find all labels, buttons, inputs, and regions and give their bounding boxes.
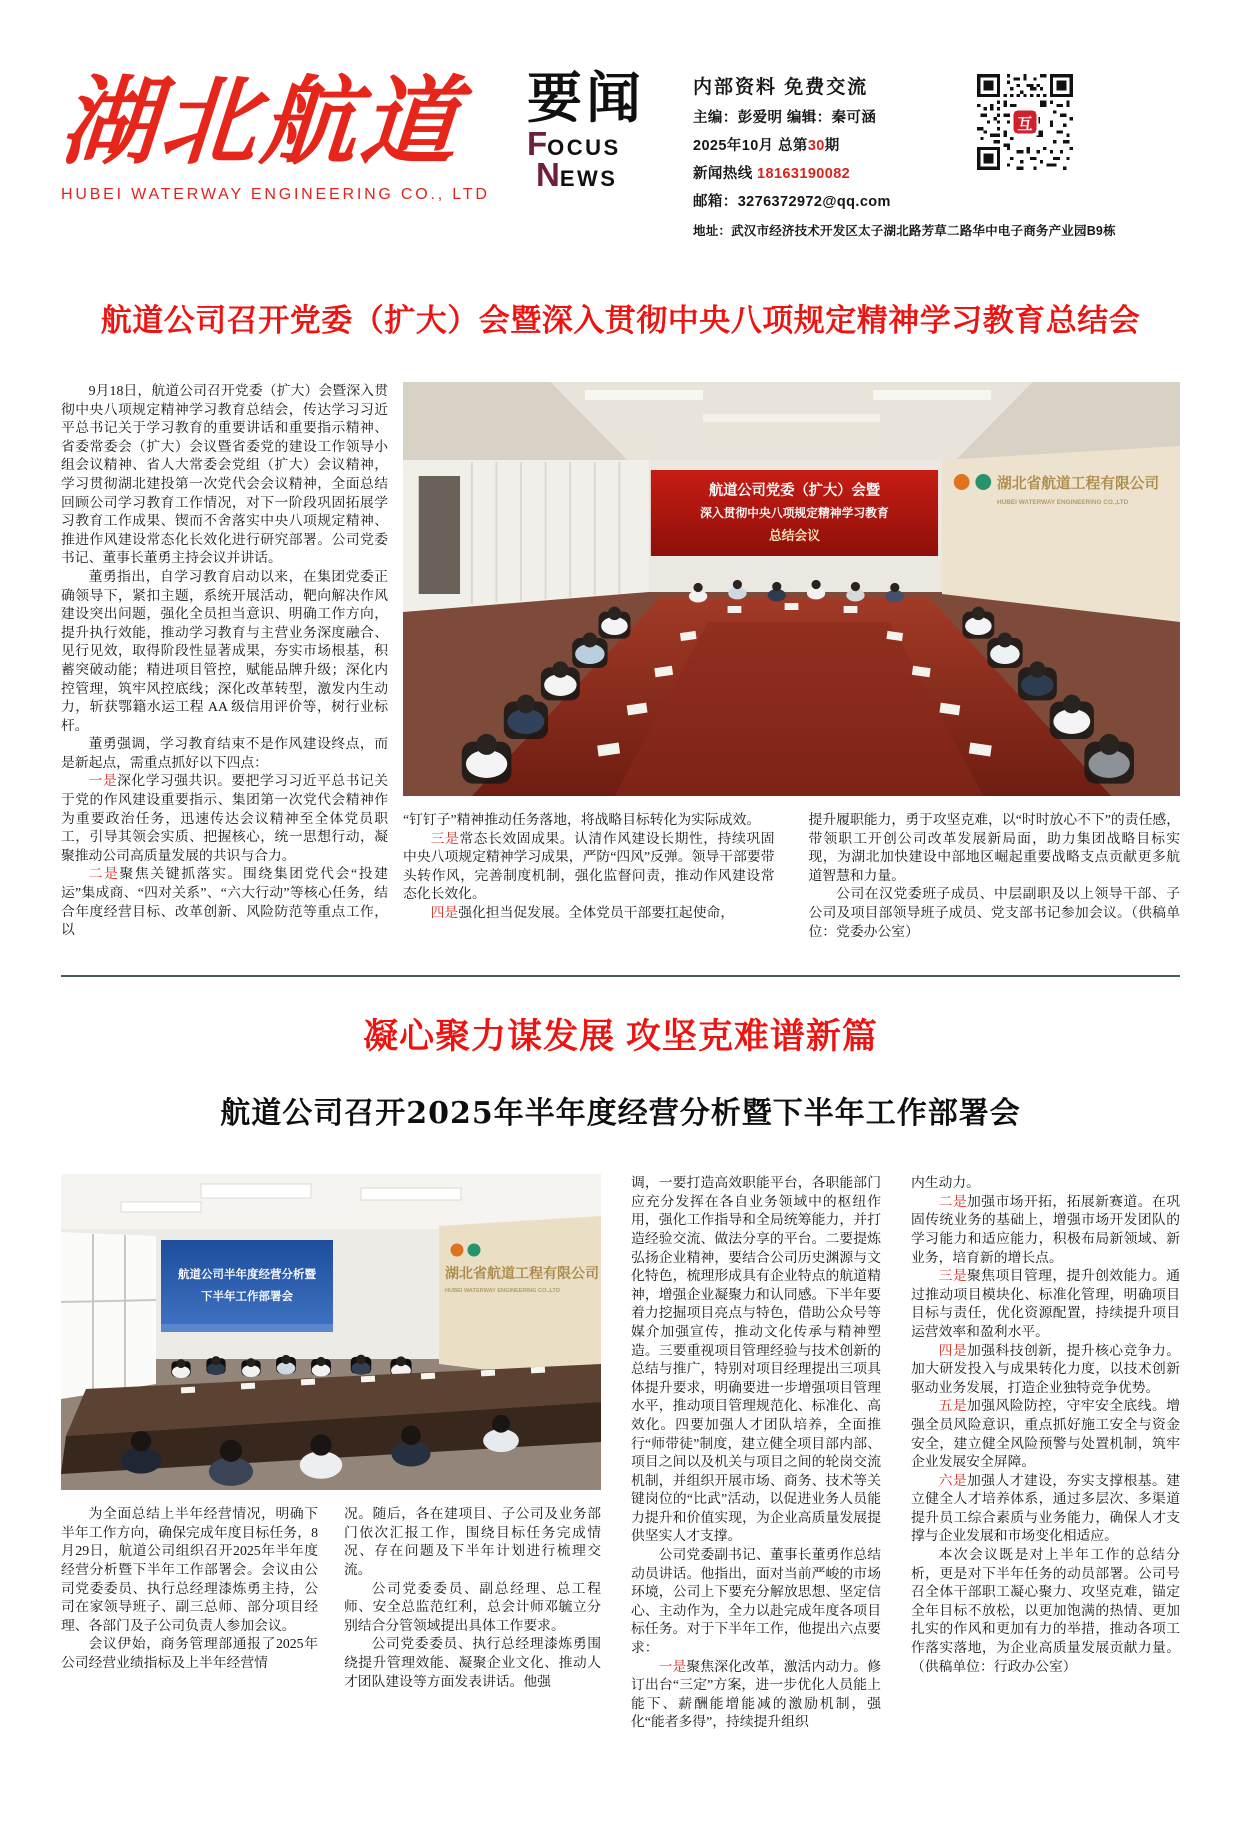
paragraph: 况。随后，各在建项目、子公司及业务部门依次汇报工作，围绕目标任务完成情况、存在问题及下半年计划进行梳理交流。 [344, 1506, 601, 1577]
lead-term: 五是 [938, 1398, 968, 1414]
wall-company-name-en: HUBEI WATERWAY ENGINEERING CO.,LTD [445, 1288, 560, 1295]
paragraph: 三是常态长效固成果。认清作风建设长期性，持续巩固中央八项规定精神学习成果，严防“四风”反弹。领导干部要带头转作风，完善制度机制，强化监督问责，推动作风建设常态化长效化。 [403, 830, 775, 902]
wall-company-name-en: HUBEI WATERWAY ENGINEERING CO.,LTD [997, 498, 1129, 507]
issue-line: 2025年10月 总第30期 [693, 138, 840, 154]
window [61, 1232, 156, 1399]
lead-term: 一是 [658, 1658, 687, 1674]
issue-info-block [693, 70, 961, 211]
lead-term: 二是 [88, 866, 120, 882]
paragraph: 内生动力。 [911, 1175, 980, 1191]
masthead-title: 要闻 [527, 65, 646, 130]
logo-green-icon [468, 1244, 481, 1257]
lead-term: 六是 [938, 1472, 968, 1488]
paragraph: 三是聚焦项目管理，提升创效能力。通过推动项目模块化、标准化管理，明确项目目标与责任，优化资源配置，持续提升项目运营效率和盈利水平。 [911, 1268, 1181, 1339]
logo-orange-icon [954, 474, 970, 490]
paragraph: 二是聚焦关键抓落实。围绕集团党代会“投建运”集成商、“四对关系”、“六大行动”等核心任务，结合年度经营目标、改革创新、风险防范等重点工作，以 [61, 866, 389, 938]
lead-term: 三是 [938, 1268, 968, 1284]
section-divider [61, 975, 1180, 977]
article2-subheadline: 航道公司召开2025年半年度经营分析暨下半年工作部署会 [220, 1096, 1021, 1132]
qr-code [977, 74, 1073, 211]
article2-column-a [61, 1505, 318, 1691]
news-rest: EWS [559, 166, 618, 192]
masthead-title-block [527, 65, 677, 194]
lead-term: 二是 [938, 1193, 968, 1209]
masthead-header [57, 65, 1180, 239]
logo-block [57, 65, 523, 204]
focus-initial: F [527, 125, 548, 163]
lead-term: 三是 [430, 830, 460, 846]
lead-term: 四是 [430, 904, 459, 920]
article1-right-column [809, 811, 1181, 941]
paragraph: 公司党委委员、副总经理、总工程师、安全总监范红利，总会计师邓毓立分别结合分管领域提出具体工作要求。 [344, 1580, 601, 1633]
paragraph: 本次会议既是对上半年工作的总结分析，更是对下半年任务的动员部署。公司号召全体干部职工凝心聚力、攻坚克难，锚定全年目标不放松，以更加饱满的热情、更加扎实的作风和更加有力的举措，推动各项工作落实落地，为企业高质量发展贡献力量。（供稿单位：行政办公室） [911, 1547, 1180, 1674]
paragraph: 四是加强科技创新，提升核心竞争力。加大研发投入与成果转化力度，以技术创新驱动业务发展，打造企业独特竞争优势。 [911, 1342, 1181, 1395]
masthead-focus [527, 125, 677, 163]
paragraph: 二是加强市场开拓，拓展新赛道。在巩固传统业务的基础上，增强市场开发团队的学习能力和适应能力，积极布局新领域、新业务，培育新的增长点。 [911, 1193, 1181, 1265]
paragraph: 一是聚焦深化改革，激活内动力。修订出台“三定”方案，进一步优化人员能上能下、薪酬能增能减的激励机制，强化“能者多得”，持续提升组织 [631, 1658, 882, 1730]
doorway [419, 476, 460, 594]
paragraph: 董勇指出，自学习教育启动以来，在集团党委正确领导下，紧扣主题，系统开展活动，靶向解决作风建设突出问题，强化全员担当意识、明确工作方向，提升执行效能，推动学习教育与主营业务深度融合、见行见效，取得阶段性显著成果，夯实市场根基，积蓄突破动能；精进项目管控，赋能品牌升级；深化内控管理，筑牢风控底线；深化改革转型，激发内生动力，斩获鄂籍水运工程 AA 级信用评价等，树行业标杆。 [61, 568, 388, 733]
paragraph: 提升履职能力，勇于攻坚克难，以“时时放心不下”的责任感，带领职工开创公司改革发展新局面，助力集团战略目标实现，为湖北加快建设中部地区崛起重要战略支点贡献更多航道智慧和力量。 [808, 812, 1180, 883]
paragraph: 四是强化担当促发展。全体党员干部要扛起使命， [430, 904, 735, 920]
wall-company-name: 湖北省航道工程有限公司 [445, 1265, 599, 1282]
article2-column-b [344, 1505, 601, 1691]
email-line: 邮箱：3276372972@qq.com [693, 194, 891, 210]
banner-line-3: 总结会议 [768, 527, 820, 544]
article1-meeting-photo [403, 382, 1180, 796]
meeting-room-illustration-2 [61, 1174, 601, 1490]
logo-english: HUBEI WATERWAY ENGINEERING CO., LTD [61, 185, 490, 203]
paragraph: 一是深化学习强共识。要把学习习近平总书记关于党的作风建设重要指示、集团第一次党代会精神作为重要政治任务，迅速传达会议精神至全体党员职工，引导其领会实质、把握核心，统一思想行动，凝聚推动公司高质量发展的共识与合力。 [61, 773, 389, 863]
hotline-number: 18163190082 [757, 166, 851, 182]
masthead-news [536, 156, 677, 194]
issue-number: 30 [807, 138, 825, 154]
article-1 [61, 295, 1180, 941]
screen-line-1: 航道公司半年度经营分析暨 [178, 1269, 316, 1282]
paragraph: 9月18日，航道公司召开党委（扩大）会暨深入贯彻中央八项规定精神学习教育总结会，传达学习习近平总书记关于学习教育的重要讲话和重要指示精神、省委常委会（扩大）会议暨省委党的建设工作领导小组会议精神、省人大常委会党组（扩大）会议精神，学习贯彻湖北建投第一次党代会会议精神，全面总结回顾公司学习教育工作情况，对下一阶段巩固拓展学习教育工作成果、锲而不舍落实中央八项规定精神、推进作风建设常态化长效化进行研究部署。公司党委书记、董事长董勇主持会议并讲话。 [61, 383, 388, 566]
paragraph: 调，一要打造高效职能平台，各职能部门应充分发挥在各自业务领域中的枢纽作用，强化工作指导和全局统筹能力，并打造经验交流、做法分享的平台。二要提炼弘扬企业精神，要结合公司历史渊源与文化特色，梳理形成具有企业特点的航道精神，增强企业凝聚力和认同感。下半年要着力挖掘项目亮点与特色，借助公众号等媒介加强宣传，推动文化传承与精神塑造。三要重视项目管理经验与技术创新的总结与推广，特别对项目经理提出三项具体提升要求，明确要进一步增强项目管理水平，推动项目管理规范化、标准化、高效化。四要加强人才团队培养，全面推行“师带徒”制度，建立健全项目部内部、项目之间以及机关与项目之间的轮岗交流机制，并组织开展市场、商务、技术等关键岗位的“比武”活动，以促进业务人员能力提升和价值实现，为企业高质量发展提供坚实人才支撑。 [631, 1175, 881, 1544]
wall-company-name: 湖北省航道工程有限公司 [997, 475, 1160, 493]
internal-note: 内部资料 免费交流 [693, 77, 869, 98]
article-2 [61, 1009, 1180, 1732]
address-line: 地址：武汉市经济技术开发区太子湖北路芳草二路华中电子商务产业园B9栋 [693, 224, 1116, 238]
paragraph: 五是加强风险防控，守牢安全底线。增强全员风险意识，重点抓好施工安全与资金安全，建立健全风险预警与处置机制，筑牢企业发展安全屏障。 [911, 1398, 1181, 1470]
masthead-info-area [693, 70, 1180, 239]
lead-term: 四是 [938, 1342, 968, 1358]
meeting-room-illustration [403, 382, 1180, 796]
article2-column-c [631, 1174, 881, 1732]
qr-center-glyph: 互 [1017, 115, 1033, 133]
paragraph: 六是加强人才建设，夯实支撑根基。建立健全人才培养体系，通过多层次、多渠道提升员工综合素质与业务能力，确保人才支撑与企业发展和市场变化相适应。 [911, 1472, 1181, 1544]
logo-orange-icon [451, 1244, 464, 1257]
article2-column-d [911, 1174, 1180, 1732]
article1-left-column [61, 382, 388, 941]
company-wall-sign [439, 1216, 601, 1384]
article2-headline: 凝心聚力谋发展 攻坚克难谱新篇 [363, 1017, 878, 1057]
screen-line-2: 下半年工作部署会 [201, 1291, 293, 1304]
paragraph: “钉钉子”精神推动任务落地，将战略目标转化为实际成效。 [403, 812, 761, 827]
paragraph: 董勇强调，学习教育结束不是作风建设终点，而是新起点，需重点抓好以下四点： [61, 736, 388, 770]
banner-line-1: 航道公司党委（扩大）会暨 [708, 482, 880, 500]
article2-meeting-photo [61, 1174, 601, 1490]
paragraph: 会议伊始，商务管理部通报了2025年公司经营业绩指标及上半年经营情 [61, 1636, 318, 1670]
presentation-screen [161, 1240, 333, 1332]
qr-code-graphic [977, 74, 1073, 170]
paragraph: 公司党委委员、执行总经理漆炼勇围绕提升管理效能、凝聚企业文化、推动人才团队建设等方面发表讲话。他强 [344, 1636, 601, 1689]
logo-green-icon [975, 474, 991, 490]
focus-rest: OCUS [547, 135, 621, 161]
paragraph: 为全面总结上半年经营情况，明确下半年工作方向，确保完成年度目标任务，8月29日，航道公司组织召开2025年半年度经营分析暨下半年工作部署会。会议由公司党委委员、执行总经理漆炼勇主持，公司在家领导班子、副三总师、部分项目经理、各部门及子公司负责人参加会议。 [61, 1506, 318, 1633]
paragraph: 公司党委副书记、董事长董勇作总结动员讲话。他指出，面对当前严峻的市场环境，公司上下要充分解放思想、坚定信心、主动作为，全力以赴完成年度各项目标任务。对于下半年工作，他提出六点要求： [631, 1547, 881, 1656]
hotline-line: 新闻热线 18163190082 [693, 166, 851, 182]
article1-title: 航道公司召开党委（扩大）会暨深入贯彻中央八项规定精神学习教育总结会 [100, 303, 1141, 338]
news-initial: N [536, 156, 560, 194]
logo-calligraphy: 湖北航道 [57, 65, 465, 178]
lead-term: 一是 [88, 773, 118, 789]
company-wall-sign [942, 446, 1180, 622]
article1-middle-column [403, 811, 775, 941]
editors-line: 主编：彭爱明 编辑：秦可涵 [693, 110, 877, 126]
red-conference-banner [651, 470, 938, 556]
paragraph: 公司在汉党委班子成员、中层副职及以上领导干部、子公司及项目部领导班子成员、党支部书记参加会议。（供稿单位：党委办公室） [808, 886, 1180, 939]
banner-line-2: 深入贯彻中央八项规定精神学习教育 [700, 505, 889, 521]
